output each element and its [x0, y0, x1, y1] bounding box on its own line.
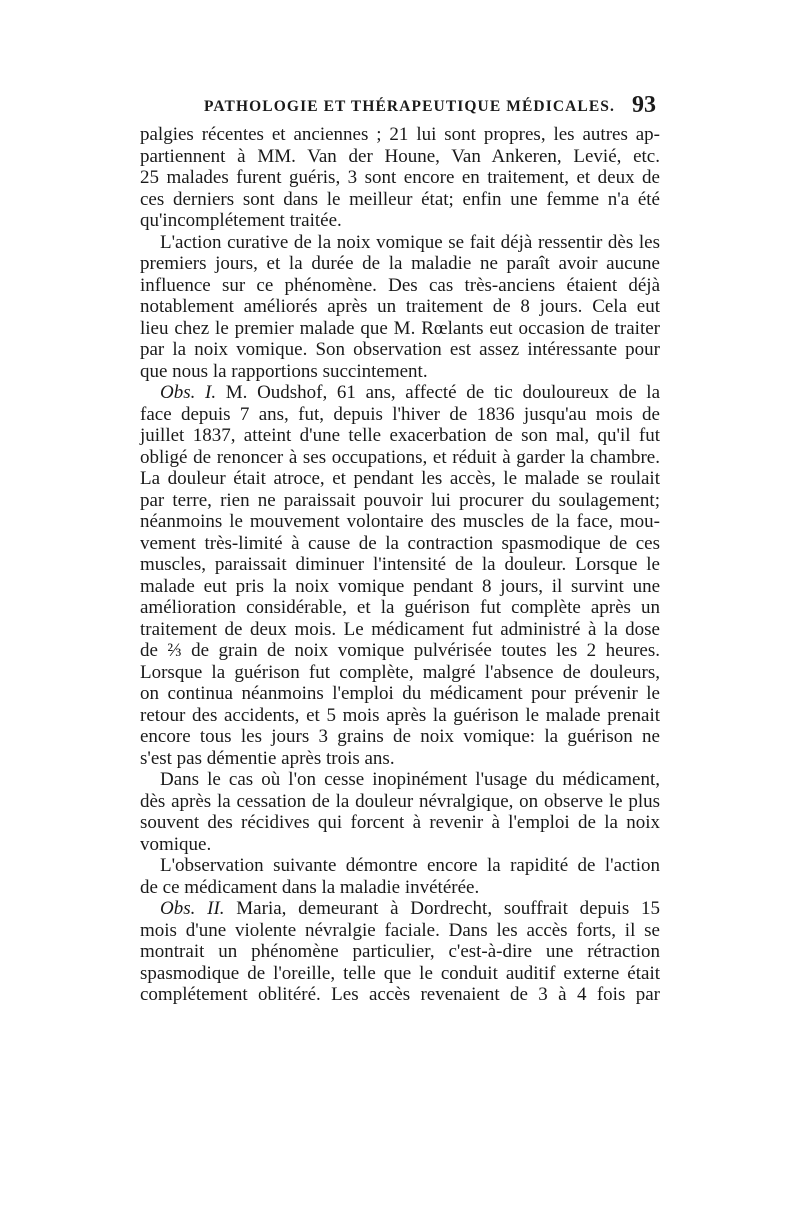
- text-line: ces derniers sont dans le meilleur état; enfin une femme n'a été: [140, 188, 660, 210]
- obs-text: M. Oudshof, 61 ans, affecté de tic douloureux de la: [216, 382, 661, 403]
- text-line: Dans le cas où l'on cesse inopinément l'usage du médicament,: [160, 769, 660, 790]
- text-line: de ⅔ de grain de noix vomique pulvérisée toutes les 2 heures.: [140, 640, 660, 661]
- text-line: 25 malades furent guéris, 3 sont encore en traitement, et deux de: [140, 167, 660, 188]
- text-line: notablement améliorés après un traitement de 8 jours. Cela eut: [140, 296, 660, 317]
- text-line: [140, 898, 660, 920]
- text-line: face depuis 7 ans, fut, depuis l'hiver de 1836 jusqu'au mois de: [140, 403, 660, 425]
- text-line: néanmoins le mouvement volontaire des muscles de la face, mou-: [140, 511, 660, 532]
- text-line: amélioration considérable, et la guérison fut complète après un: [140, 597, 660, 618]
- text-line: montrait un phénomène particulier, c'est-à-dire une rétraction: [140, 941, 660, 962]
- text-line: retour des accidents, et 5 mois après la guérison le malade prenait: [140, 704, 660, 726]
- text-line: mois d'une violente névralgie faciale. Dans les accès forts, il se: [140, 919, 660, 941]
- text-line: influence sur ce phénomène. Des cas très-anciens étaient déjà: [140, 274, 660, 296]
- text-line: par la noix vomique. Son observation est assez intéressante pour: [140, 339, 660, 360]
- text-line: palgies récentes et anciennes ; 21 lui sont propres, les autres ap-: [140, 124, 660, 145]
- running-title: PATHOLOGIE ET THÉRAPEUTIQUE MÉDICALES.: [204, 98, 616, 115]
- paragraph-3: [140, 769, 660, 855]
- obs-label: Obs. I.: [160, 382, 217, 403]
- text-line: obligé de renoncer à ses occupations, et réduit à garder la chambre.: [140, 446, 660, 468]
- text-line: que nous la rapportions succintement.: [140, 360, 428, 382]
- paragraph-2: [140, 232, 660, 383]
- text-line: La douleur était atroce, et pendant les accès, le malade se roulait: [140, 468, 660, 489]
- text-line: L'action curative de la noix vomique se fait déjà ressentir dès les: [160, 231, 660, 253]
- text-line: vomique.: [140, 833, 212, 855]
- text-line: muscles, paraissait diminuer l'intensité de la douleur. Lorsque le: [140, 554, 660, 575]
- text-line: traitement de deux mois. Le médicament fut administré à la dose: [140, 618, 660, 640]
- text-line: Lorsque la guérison fut complète, malgré l'absence de douleurs,: [140, 661, 660, 683]
- text-line: juillet 1837, atteint d'une telle exacerbation de son mal, qu'il fut: [140, 425, 660, 446]
- paragraph-1: [140, 124, 660, 232]
- obs-label: Obs. II.: [160, 898, 225, 919]
- text-line: vement très-limité à cause de la contraction spasmodique de ces: [140, 532, 660, 554]
- text-line: partiennent à MM. Van der Houne, Van Ankeren, Levié, etc.: [140, 145, 660, 167]
- text-line: premiers jours, et la durée de la maladie ne paraît avoir aucune: [140, 253, 660, 274]
- text-line: spasmodique de l'oreille, telle que le conduit auditif externe était: [140, 962, 660, 984]
- text-line: encore tous les jours 3 grains de noix vomique: la guérison ne: [140, 726, 660, 747]
- text-line: de ce médicament dans la maladie invétérée.: [140, 876, 480, 898]
- paragraph-obs-2: [140, 898, 660, 1006]
- text-line: complétement oblitéré. Les accès revenaient de 3 à 4 fois par: [140, 984, 660, 1005]
- paragraph-4: [140, 855, 660, 898]
- text-line: par terre, rien ne paraissait pouvoir lui procurer du soulagement;: [140, 489, 660, 511]
- text-line: qu'incomplétement traitée.: [140, 210, 342, 231]
- page-number: 93: [632, 92, 656, 118]
- text-line: dès après la cessation de la douleur névralgique, on observe le plus: [140, 790, 660, 812]
- text-line: on continua néanmoins l'emploi du médicament pour prévenir le: [140, 683, 660, 704]
- paragraph-obs-1: [140, 382, 660, 769]
- text-line: L'observation suivante démontre encore la rapidité de l'action: [160, 855, 660, 876]
- text-line: malade eut pris la noix vomique pendant 8 jours, il survint une: [140, 575, 660, 597]
- obs-text: Maria, demeurant à Dordrecht, souffrait depuis 15: [224, 898, 660, 919]
- text-line: s'est pas démentie après trois ans.: [140, 747, 395, 769]
- text-line: souvent des récidives qui forcent à revenir à l'emploi de la noix: [140, 812, 660, 833]
- text-line: [140, 382, 660, 404]
- text-line: lieu chez le premier malade que M. Rœlants eut occasion de traiter: [140, 317, 660, 339]
- page-header: [200, 92, 660, 122]
- body-text: [140, 124, 660, 1006]
